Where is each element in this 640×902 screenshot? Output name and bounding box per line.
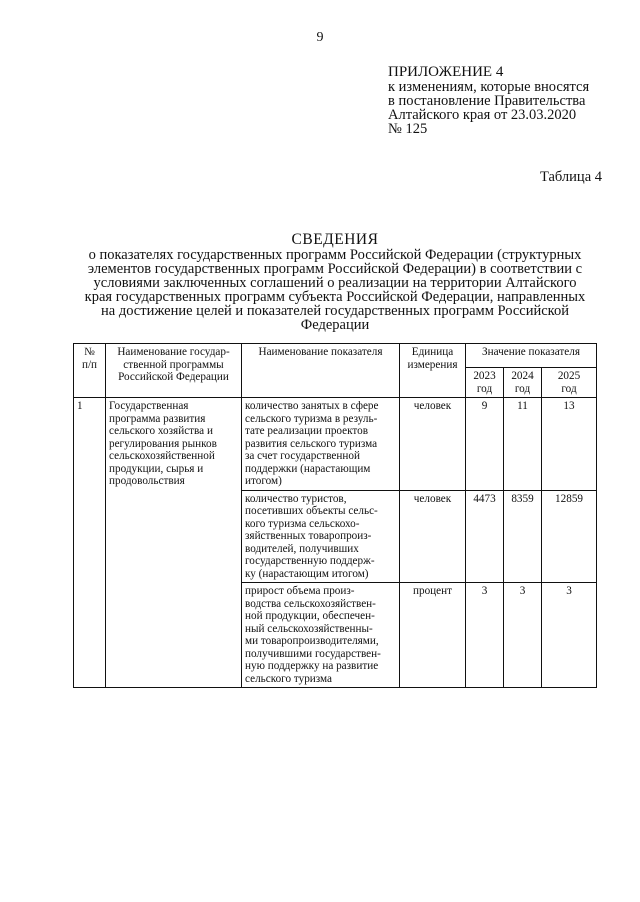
- heading-title: СВЕДЕНИЯ: [291, 231, 379, 248]
- value-2025: 13: [542, 398, 597, 491]
- header-year-2024: 2024 год: [504, 368, 542, 398]
- value-2025: 3: [542, 583, 597, 688]
- indicators-table: [73, 343, 597, 688]
- value-2025: 12859: [542, 490, 597, 583]
- heading-line: условиями заключенных соглашений о реализации на территории Алтайского: [93, 275, 577, 291]
- appendix-line: Алтайского края от 23.03.2020: [388, 107, 577, 123]
- unit-cell: человек: [400, 490, 466, 583]
- value-2023: 4473: [466, 490, 504, 583]
- indicator-name: количество туристов, посетивших объекты сельс- кого туризма сельскохо- зяйственных товаропроиз- водителей, получивших государственную поддерж- ку (нарастающим итогом): [242, 490, 400, 583]
- value-2023: 3: [466, 583, 504, 688]
- header-year-2023: 2023 год: [466, 368, 504, 398]
- header-value: Значение показателя: [466, 344, 597, 368]
- appendix-line: в постановление Правительства: [388, 93, 586, 109]
- page-number: 9: [316, 30, 324, 45]
- header-number: № п/п: [74, 344, 106, 398]
- heading-line: Федерации: [300, 317, 370, 333]
- appendix-line: к изменениям, которые вносятся: [388, 79, 590, 95]
- value-2024: 11: [504, 398, 542, 491]
- document-heading: [70, 232, 600, 332]
- heading-line: края государственных программ субъекта Российской Федерации, направленных: [84, 289, 586, 305]
- unit-cell: процент: [400, 583, 466, 688]
- indicator-name: количество занятых в сфере сельского туризма в резуль- тате реализации проектов развития сельского туризма за счет государственной поддержки (нарастающим итогом): [242, 398, 400, 491]
- table-label: Таблица 4: [539, 169, 602, 185]
- header-year-2025: 2025 год: [542, 368, 597, 398]
- heading-line: о показателях государственных программ Российской Федерации (структурных: [88, 247, 582, 263]
- value-2023: 9: [466, 398, 504, 491]
- appendix-title: ПРИЛОЖЕНИЕ 4: [388, 64, 504, 80]
- appendix-block: [388, 64, 633, 136]
- table-row: [74, 398, 597, 491]
- value-2024: 8359: [504, 490, 542, 583]
- unit-cell: человек: [400, 398, 466, 491]
- row-number: 1: [74, 398, 106, 688]
- header-unit: Единица измерения: [400, 344, 466, 398]
- value-2024: 3: [504, 583, 542, 688]
- appendix-line: № 125: [388, 121, 428, 137]
- header-program: Наименование государ- ственной программы Российской Федерации: [106, 344, 242, 398]
- header-indicator: Наименование показателя: [242, 344, 400, 398]
- program-name: Государственная программа развития сельского хозяйства и регулирования рынков сельскохозяйственной продукции, сырья и продовольствия: [106, 398, 242, 688]
- heading-line: элементов государственных программ Российской Федерации) в соответствии с: [87, 261, 583, 277]
- indicator-name: прирост объема произ- водства сельскохозяйствен- ной продукции, обеспечен- ный сельскохозяйственны- ми товаропроизводителями, получившими государствен- ную поддержку на развитие сельского туризма: [242, 583, 400, 688]
- heading-line: на достижение целей и показателей государственных программ Российской: [101, 303, 569, 319]
